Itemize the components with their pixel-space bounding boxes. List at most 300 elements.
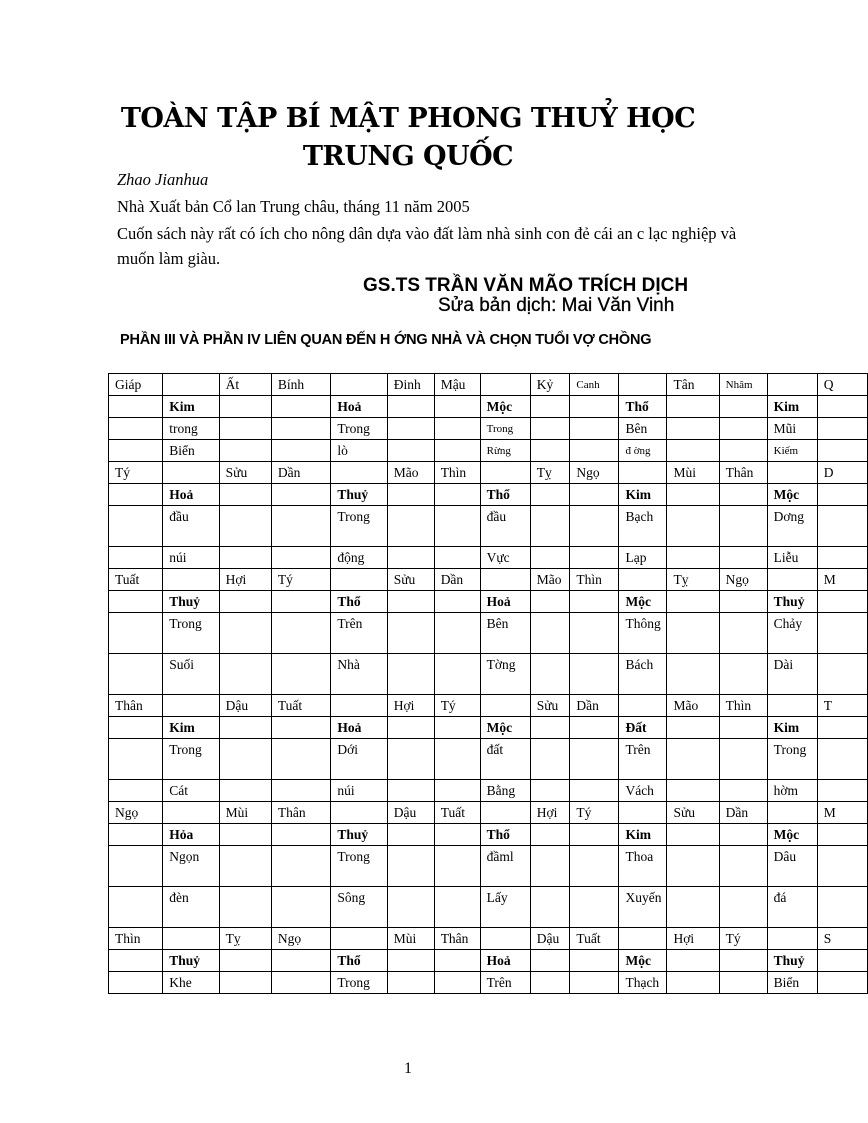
table-cell xyxy=(667,887,719,928)
table-cell xyxy=(387,418,434,440)
table-cell: Thổ xyxy=(480,484,530,506)
table-cell: Dậu xyxy=(219,695,271,717)
table-cell xyxy=(667,591,719,613)
table-cell: Dần xyxy=(570,695,619,717)
table-cell xyxy=(570,739,619,780)
title-line-2: TRUNG QUỐC xyxy=(302,141,514,172)
table-cell xyxy=(219,547,271,569)
table-cell xyxy=(271,780,331,802)
table-cell xyxy=(570,717,619,739)
table-cell xyxy=(387,654,434,695)
table-row xyxy=(109,824,868,846)
table-cell xyxy=(530,739,570,780)
table-cell xyxy=(163,374,219,396)
table-cell xyxy=(667,950,719,972)
table-cell xyxy=(387,613,434,654)
table-cell: Hoả xyxy=(331,717,387,739)
table-cell xyxy=(109,887,163,928)
table-cell xyxy=(817,972,867,994)
table-cell xyxy=(109,739,163,780)
table-cell xyxy=(271,654,331,695)
table-cell xyxy=(271,591,331,613)
table-cell xyxy=(331,695,387,717)
table-cell xyxy=(570,887,619,928)
table-cell xyxy=(387,717,434,739)
table-cell xyxy=(667,396,719,418)
author-name: Zhao Jianhua xyxy=(117,170,209,189)
table-row xyxy=(109,396,868,418)
table-cell xyxy=(331,802,387,824)
table-cell xyxy=(480,928,530,950)
table-cell xyxy=(719,506,767,547)
table-cell xyxy=(271,613,331,654)
table-cell xyxy=(109,591,163,613)
table-cell xyxy=(530,950,570,972)
table-cell xyxy=(619,569,667,591)
table-cell xyxy=(109,418,163,440)
table-cell: Vực xyxy=(480,547,530,569)
table-cell xyxy=(667,547,719,569)
table-cell xyxy=(667,654,719,695)
table-cell xyxy=(109,440,163,462)
table-cell xyxy=(271,547,331,569)
table-cell: Dần xyxy=(271,462,331,484)
table-cell xyxy=(271,887,331,928)
table-cell: Trên xyxy=(480,972,530,994)
table-cell: Sửu xyxy=(219,462,271,484)
table-cell xyxy=(387,484,434,506)
table-cell: Tuất xyxy=(109,569,163,591)
table-cell: Bách xyxy=(619,654,667,695)
table-cell xyxy=(480,569,530,591)
table-cell: Trong xyxy=(331,418,387,440)
table-cell xyxy=(163,462,219,484)
table-cell xyxy=(219,484,271,506)
table-cell: Tỵ xyxy=(219,928,271,950)
table-cell xyxy=(387,780,434,802)
table-cell xyxy=(570,950,619,972)
table-cell xyxy=(817,484,867,506)
table-cell: Trên xyxy=(619,739,667,780)
table-cell: Dậu xyxy=(530,928,570,950)
table-cell xyxy=(719,418,767,440)
table-cell: Ất xyxy=(219,374,271,396)
table-cell: Thìn xyxy=(434,462,480,484)
table-cell: Tý xyxy=(109,462,163,484)
table-cell: Kiếm xyxy=(767,440,817,462)
table-row xyxy=(109,887,868,928)
table-cell: Thân xyxy=(434,928,480,950)
table-cell: Trong xyxy=(163,739,219,780)
table-cell: Dâu xyxy=(767,846,817,887)
table-cell xyxy=(163,569,219,591)
table-cell xyxy=(530,824,570,846)
table-cell: Dần xyxy=(719,802,767,824)
table-cell xyxy=(271,739,331,780)
table-cell xyxy=(480,462,530,484)
table-cell: Thuỷ xyxy=(331,484,387,506)
table-cell: Tuất xyxy=(570,928,619,950)
table-cell xyxy=(667,780,719,802)
table-cell: Sông xyxy=(331,887,387,928)
table-cell: Bên xyxy=(480,613,530,654)
table-cell xyxy=(434,506,480,547)
table-cell: Mộc xyxy=(767,484,817,506)
table-cell xyxy=(331,569,387,591)
table-cell xyxy=(530,972,570,994)
table-cell xyxy=(387,950,434,972)
table-cell xyxy=(667,717,719,739)
table-cell xyxy=(387,396,434,418)
table-cell xyxy=(331,374,387,396)
table-cell: Kim xyxy=(767,717,817,739)
table-row xyxy=(109,695,868,717)
table-cell xyxy=(434,547,480,569)
table-cell xyxy=(219,717,271,739)
table-cell: Thổ xyxy=(331,591,387,613)
table-cell xyxy=(387,887,434,928)
table-cell: Kim xyxy=(163,396,219,418)
table-cell xyxy=(570,418,619,440)
table-cell xyxy=(387,739,434,780)
table-cell xyxy=(817,547,867,569)
table-cell: Bạch xyxy=(619,506,667,547)
table-cell: Suối xyxy=(163,654,219,695)
table-cell: Dới xyxy=(331,739,387,780)
table-row xyxy=(109,591,868,613)
table-cell: Liễu xyxy=(767,547,817,569)
table-cell xyxy=(434,739,480,780)
table-cell: đ ờng xyxy=(619,440,667,462)
table-cell xyxy=(109,950,163,972)
table-cell xyxy=(109,972,163,994)
table-cell xyxy=(530,396,570,418)
table-cell xyxy=(271,484,331,506)
table-cell: Dơng xyxy=(767,506,817,547)
table-cell: Tân xyxy=(667,374,719,396)
table-cell xyxy=(719,887,767,928)
table-cell: Dần xyxy=(434,569,480,591)
table-row xyxy=(109,950,868,972)
table-cell: Mộc xyxy=(767,824,817,846)
table-body xyxy=(109,374,868,994)
table-cell: Lạp xyxy=(619,547,667,569)
table-cell xyxy=(530,418,570,440)
table-cell xyxy=(767,569,817,591)
table-cell: Mộc xyxy=(480,396,530,418)
table-row xyxy=(109,739,868,780)
table-cell xyxy=(219,846,271,887)
table-cell: đá xyxy=(767,887,817,928)
table-cell xyxy=(667,440,719,462)
table-cell: Tỵ xyxy=(530,462,570,484)
table-cell: lò xyxy=(331,440,387,462)
table-cell xyxy=(570,654,619,695)
table-cell xyxy=(619,374,667,396)
table-row xyxy=(109,780,868,802)
table-cell: Thìn xyxy=(109,928,163,950)
table-cell xyxy=(219,654,271,695)
table-row xyxy=(109,613,868,654)
table-cell: Thuỷ xyxy=(163,950,219,972)
table-cell xyxy=(817,780,867,802)
table-cell xyxy=(719,972,767,994)
table-cell xyxy=(163,928,219,950)
table-cell xyxy=(817,824,867,846)
table-cell xyxy=(109,396,163,418)
table-cell xyxy=(387,440,434,462)
table-cell: Trong xyxy=(331,506,387,547)
table-row xyxy=(109,506,868,547)
table-cell xyxy=(619,928,667,950)
page-number: 1 xyxy=(404,1060,412,1077)
table-cell xyxy=(530,887,570,928)
table-cell xyxy=(434,396,480,418)
table-cell: Giáp xyxy=(109,374,163,396)
table-row xyxy=(109,374,868,396)
table-cell xyxy=(530,484,570,506)
table-cell xyxy=(667,739,719,780)
table-cell: Tờng xyxy=(480,654,530,695)
table-cell: Mùi xyxy=(387,928,434,950)
table-cell: Trên xyxy=(331,613,387,654)
table-cell: Thân xyxy=(109,695,163,717)
table-cell xyxy=(163,695,219,717)
table-cell xyxy=(719,780,767,802)
can-chi-table xyxy=(108,373,868,994)
table-cell: Hoả xyxy=(331,396,387,418)
table-cell: Chảy xyxy=(767,613,817,654)
table-cell xyxy=(530,717,570,739)
table-cell xyxy=(667,824,719,846)
table-cell: Rừng xyxy=(480,440,530,462)
table-cell xyxy=(767,802,817,824)
table-cell xyxy=(530,591,570,613)
table-cell: Bính xyxy=(271,374,331,396)
table-cell xyxy=(719,846,767,887)
section-heading: PHẦN III VÀ PHẦN IV LIÊN QUAN ĐẾN H ỚNG NHÀ VÀ CHỌN TUỔI VỢ CHỒNG xyxy=(120,332,652,348)
table-cell xyxy=(219,396,271,418)
table-cell: Thuỷ xyxy=(767,591,817,613)
table-cell: Kim xyxy=(767,396,817,418)
table-cell: Nhâm xyxy=(719,374,767,396)
table-cell: Vách xyxy=(619,780,667,802)
table-cell xyxy=(817,717,867,739)
table-cell: Ngọn xyxy=(163,846,219,887)
table-cell xyxy=(719,717,767,739)
table-cell xyxy=(434,846,480,887)
table-cell xyxy=(434,950,480,972)
table-cell: Mão xyxy=(667,695,719,717)
table-cell xyxy=(387,506,434,547)
table-cell: Đất xyxy=(619,717,667,739)
table-cell xyxy=(570,547,619,569)
table-cell xyxy=(619,695,667,717)
table-cell xyxy=(817,591,867,613)
table-cell: Thổ xyxy=(480,824,530,846)
table-cell xyxy=(767,928,817,950)
table-cell: Q xyxy=(817,374,867,396)
table-cell: S xyxy=(817,928,867,950)
table-cell: Mùi xyxy=(667,462,719,484)
table-cell: núi xyxy=(331,780,387,802)
table-cell xyxy=(619,802,667,824)
table-cell: Sửu xyxy=(387,569,434,591)
table-cell: Mộc xyxy=(480,717,530,739)
table-cell xyxy=(719,739,767,780)
table-cell: Tuất xyxy=(434,802,480,824)
table-cell: đất xyxy=(480,739,530,780)
table-cell xyxy=(219,506,271,547)
table-cell xyxy=(109,846,163,887)
table-cell: Canh xyxy=(570,374,619,396)
table-cell xyxy=(331,462,387,484)
table-cell xyxy=(480,374,530,396)
table-cell xyxy=(434,613,480,654)
table-cell: Thuỷ xyxy=(767,950,817,972)
table-cell: M xyxy=(817,569,867,591)
table-cell xyxy=(570,440,619,462)
table-cell xyxy=(667,418,719,440)
table-cell: Kỷ xyxy=(530,374,570,396)
table-cell: núi xyxy=(163,547,219,569)
table-cell: D xyxy=(817,462,867,484)
table-cell xyxy=(667,613,719,654)
table-cell: Hợi xyxy=(219,569,271,591)
table-cell xyxy=(387,972,434,994)
table-cell: Kim xyxy=(163,717,219,739)
table-cell xyxy=(219,613,271,654)
table-row xyxy=(109,717,868,739)
table-cell xyxy=(434,887,480,928)
table-cell: Ngọ xyxy=(271,928,331,950)
page-title xyxy=(0,100,816,176)
table-cell: T xyxy=(817,695,867,717)
table-row xyxy=(109,654,868,695)
table-cell xyxy=(817,440,867,462)
table-cell: Thân xyxy=(719,462,767,484)
table-cell: Trong xyxy=(767,739,817,780)
table-cell xyxy=(530,780,570,802)
table-cell xyxy=(530,846,570,887)
table-cell: Mộc xyxy=(619,950,667,972)
table-cell: đầu xyxy=(163,506,219,547)
table-cell: Dậu xyxy=(387,802,434,824)
table-cell: Xuyến xyxy=(619,887,667,928)
table-cell: Dài xyxy=(767,654,817,695)
table-cell: Ngọ xyxy=(109,802,163,824)
table-cell: trong xyxy=(163,418,219,440)
table-cell: Khe xyxy=(163,972,219,994)
table-cell xyxy=(570,506,619,547)
table-cell xyxy=(570,591,619,613)
table-cell xyxy=(530,547,570,569)
table-cell: đèn xyxy=(163,887,219,928)
table-cell xyxy=(817,950,867,972)
table-cell xyxy=(767,462,817,484)
table-cell: Thoa xyxy=(619,846,667,887)
table-cell xyxy=(163,802,219,824)
table-cell: Tỵ xyxy=(667,569,719,591)
table-cell xyxy=(434,824,480,846)
table-cell: Mão xyxy=(387,462,434,484)
table-cell xyxy=(570,780,619,802)
table-cell xyxy=(219,780,271,802)
table-cell xyxy=(109,780,163,802)
table-cell: Hoả xyxy=(480,950,530,972)
table-cell xyxy=(434,591,480,613)
table-cell xyxy=(817,739,867,780)
table-cell: Tý xyxy=(271,569,331,591)
table-row xyxy=(109,440,868,462)
table-cell xyxy=(719,824,767,846)
book-description: Cuốn sách này rất có ích cho nông dân dựa vào đất làm nhà sinh con đẻ cái an c lạc nghiệp và muốn làm giàu. xyxy=(117,224,737,268)
table-cell xyxy=(719,654,767,695)
table-cell xyxy=(219,972,271,994)
table-cell xyxy=(817,506,867,547)
table-cell xyxy=(219,440,271,462)
table-cell xyxy=(434,440,480,462)
table-row xyxy=(109,418,868,440)
table-cell: Mộc xyxy=(619,591,667,613)
table-cell: Bằng xyxy=(480,780,530,802)
table-container xyxy=(108,373,836,994)
table-cell xyxy=(109,506,163,547)
table-cell xyxy=(271,717,331,739)
table-cell: Kim xyxy=(619,824,667,846)
translator-credit: GS.TS TRẦN VĂN MÃO TRÍCH DỊCH xyxy=(363,275,689,296)
table-cell xyxy=(570,484,619,506)
table-cell xyxy=(667,484,719,506)
table-cell: Mậu xyxy=(434,374,480,396)
table-cell: Sửu xyxy=(530,695,570,717)
table-cell: Thìn xyxy=(719,695,767,717)
table-cell: Sửu xyxy=(667,802,719,824)
table-cell: Trong xyxy=(331,846,387,887)
table-cell: Hỏa xyxy=(163,824,219,846)
table-cell xyxy=(434,717,480,739)
table-cell xyxy=(109,717,163,739)
table-cell xyxy=(434,484,480,506)
table-cell xyxy=(817,396,867,418)
table-cell xyxy=(817,654,867,695)
table-cell xyxy=(109,824,163,846)
table-cell: Kim xyxy=(619,484,667,506)
table-row xyxy=(109,547,868,569)
table-cell xyxy=(109,654,163,695)
table-cell: M xyxy=(817,802,867,824)
table-cell xyxy=(530,654,570,695)
table-cell: Mũi xyxy=(767,418,817,440)
table-cell xyxy=(570,846,619,887)
table-cell xyxy=(387,846,434,887)
table-cell xyxy=(271,824,331,846)
table-cell xyxy=(271,972,331,994)
table-cell: Tý xyxy=(719,928,767,950)
table-cell: Thạch xyxy=(619,972,667,994)
table-cell xyxy=(109,484,163,506)
table-cell xyxy=(767,374,817,396)
table-cell xyxy=(434,780,480,802)
table-cell: đầml xyxy=(480,846,530,887)
table-cell xyxy=(387,824,434,846)
table-cell: Thổ xyxy=(331,950,387,972)
table-cell xyxy=(570,396,619,418)
table-cell xyxy=(530,440,570,462)
table-cell: Mão xyxy=(530,569,570,591)
table-cell xyxy=(817,613,867,654)
table-row xyxy=(109,928,868,950)
